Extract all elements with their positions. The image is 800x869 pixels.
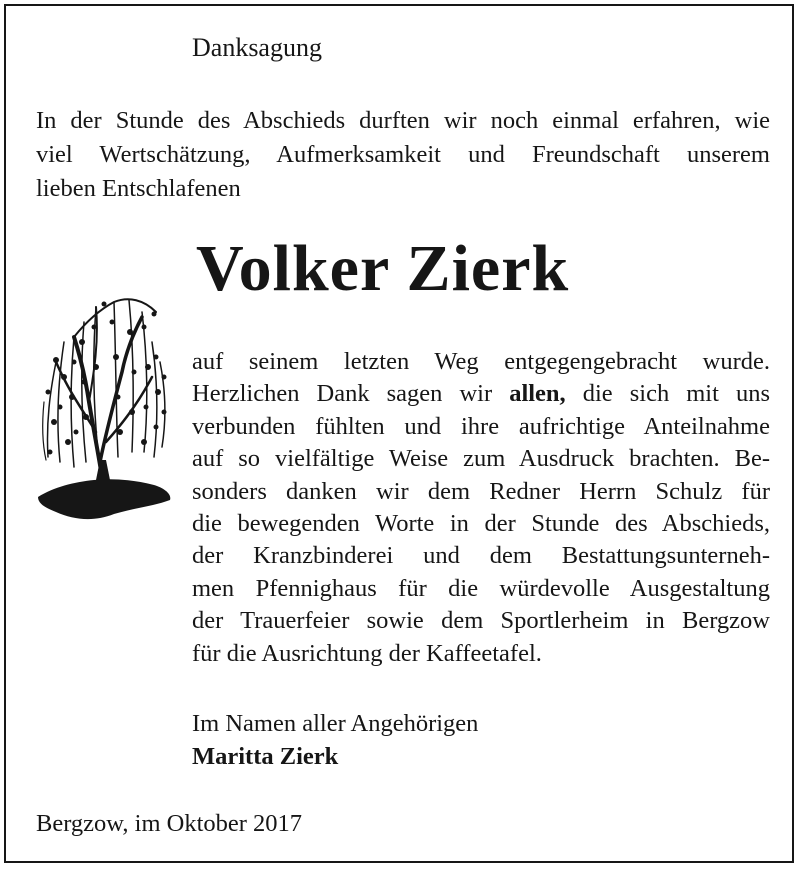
signature-name: Maritta Zierk [192, 743, 339, 770]
weeping-willow-icon [34, 282, 174, 542]
intro-line: In der Stunde des Abschieds durften wir noch einmal erfahren, wie [36, 107, 770, 134]
body-line-part: die sich mit uns [582, 380, 771, 408]
body-line: auf seinem letzten Weg entgegengebracht wurde. [192, 348, 770, 375]
body-line: der Kranzbinderei und dem Bestattungsunterneh- [192, 542, 770, 570]
place-and-date: Bergzow, im Oktober 2017 [36, 810, 303, 837]
body-line-emphasis: allen, [509, 380, 566, 408]
notice-heading: Danksagung [192, 33, 322, 62]
body-line: sonders danken wir dem Redner Herrn Schulz für [192, 477, 770, 505]
body-line: men Pfennighaus für die würdevolle Ausgestaltung [192, 574, 770, 602]
body-line: auf so vielfältige Weise zum Ausdruck brachten. Be- [192, 445, 770, 473]
body-line: der Trauerfeier sowie dem Sportlerheim in Bergzow [192, 607, 770, 635]
intro-line: viel Wertschätzung, Aufmerksamkeit und Freundschaft unserem [36, 141, 770, 168]
deceased-name: Volker Zierk [196, 232, 570, 305]
body-line: die bewegenden Worte in der Stunde des Abschieds, [192, 510, 770, 538]
obituary-notice [4, 4, 794, 863]
body-line: verbunden fühlten und ihre aufrichtige Anteilnahme [192, 412, 770, 440]
intro-line: lieben Entschlafenen [36, 175, 241, 202]
body-line-part: Herzlichen Dank sagen wir [192, 380, 493, 408]
thanks-paragraph [192, 346, 770, 670]
body-line: für die Ausrichtung der Kaffeetafel. [192, 639, 542, 667]
intro-paragraph [36, 104, 770, 206]
signature-line: Im Namen aller Angehörigen [192, 710, 479, 737]
body-line [192, 378, 770, 410]
